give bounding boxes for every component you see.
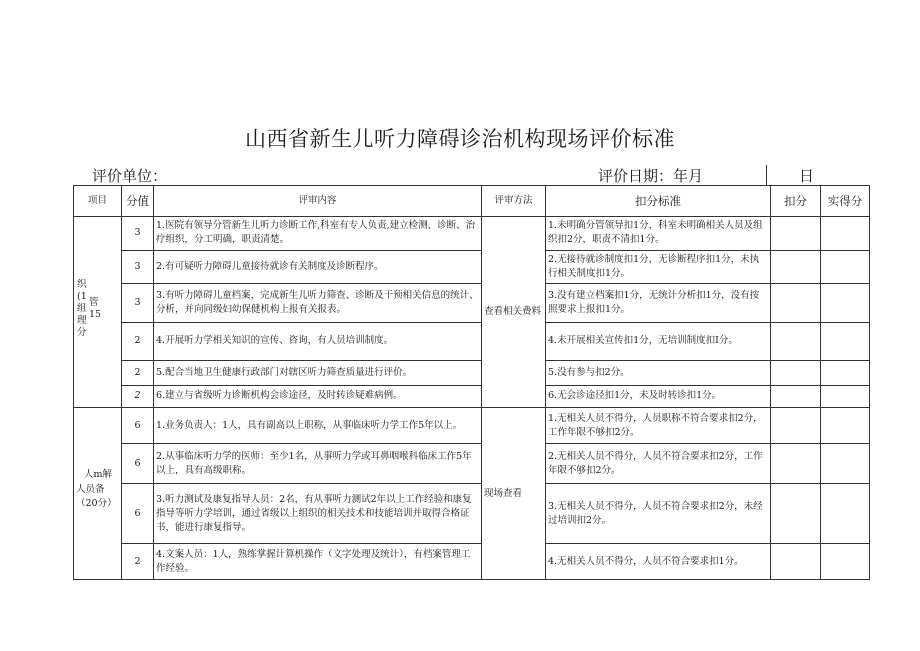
method-cell: 现场查看 bbox=[482, 408, 546, 580]
deduct-cell: 4.未开展相关宣传扣1分，无培训制度扣I分。 bbox=[546, 322, 771, 361]
deduct-cell: 2.无相关人员不得分，人员不符合要求扣2分，工作年限不够扣2分。 bbox=[546, 444, 771, 484]
table-row bbox=[74, 322, 870, 361]
content-cell: 2.有可疑听力障碍儿童接待就诊有关制度及诊断程序。 bbox=[154, 250, 482, 284]
content-cell: 1.医院有领导分管新生儿听力诊断工作,科室有专人负责,建立检测、诊断、治疗组织，分工明确，职责清楚。 bbox=[154, 217, 482, 251]
deducted-input-cell[interactable] bbox=[771, 408, 821, 444]
deducted-input-cell[interactable] bbox=[771, 484, 821, 544]
header-actual-score: 实得分 bbox=[821, 186, 870, 217]
category-cell bbox=[74, 408, 122, 580]
category-text: 管15 bbox=[89, 297, 102, 320]
header-content: 评审内容 bbox=[154, 186, 482, 217]
actual-score-input-cell[interactable] bbox=[821, 484, 870, 544]
deducted-input-cell[interactable] bbox=[771, 284, 821, 323]
deduct-cell: 1.未明确分管领导扣1分，科室未明确相关人员及组织扣2分，职责不清扣1分。 bbox=[546, 217, 771, 251]
category-cell bbox=[74, 217, 122, 408]
header-deduct-standard: 扣分标准 bbox=[546, 186, 771, 217]
category-text: 织(1组理分 bbox=[77, 279, 87, 338]
actual-score-input-cell[interactable] bbox=[821, 361, 870, 385]
deduct-cell: 2.无接待就诊制度扣1分，无诊断程序扣1分，未执行相关制度扣1分。 bbox=[546, 250, 771, 284]
table-row bbox=[74, 484, 870, 544]
deduct-cell: 3.没有建立档案扣1分，无统计分析扣1分，没有按照要求上报扣1分。 bbox=[546, 284, 771, 323]
content-cell: 2.从事临床听力学的医师：至少1名，从事听力学或耳鼻咽喉科临床工作5年以上，具有高级职称。 bbox=[154, 444, 482, 484]
deduct-cell: 1.无相关人员不得分，人员职称不符合要求扣2分，工作年限不够扣2分。 bbox=[546, 408, 771, 444]
table-row bbox=[74, 544, 870, 580]
header-deducted: 扣分 bbox=[771, 186, 821, 217]
content-cell: 3.有听力障碍儿童档案，完成新生儿听力筛查、诊断及干预相关信息的统计、分析，并向同级妇幼保健机构上报有关报表。 bbox=[154, 284, 482, 323]
deduct-cell: 5.没有参与扣2分。 bbox=[546, 361, 771, 385]
actual-score-input-cell[interactable] bbox=[821, 544, 870, 580]
deduct-cell: 3.无相关人员不得分，人员不符合要求扣2分，未经过培训扣2分。 bbox=[546, 484, 771, 544]
deducted-input-cell[interactable] bbox=[771, 444, 821, 484]
table-row bbox=[74, 217, 870, 251]
deducted-input-cell[interactable] bbox=[771, 385, 821, 407]
actual-score-input-cell[interactable] bbox=[821, 322, 870, 361]
score-cell: 3 bbox=[122, 284, 154, 323]
actual-score-input-cell[interactable] bbox=[821, 284, 870, 323]
deducted-input-cell[interactable] bbox=[771, 322, 821, 361]
header-divider bbox=[766, 165, 767, 185]
score-cell: 6 bbox=[122, 484, 154, 544]
header-score: 分值 bbox=[122, 186, 154, 217]
deducted-input-cell[interactable] bbox=[771, 217, 821, 251]
method-cell: 查看相关费料 bbox=[482, 217, 546, 408]
content-cell: 1.业务负责人：1人，具有副高以上职称，从事临床听力学工作5年以上。 bbox=[154, 408, 482, 444]
document-title: 山西省新生儿听力障碍诊治机构现场评价标准 bbox=[245, 127, 675, 151]
score-cell: 6 bbox=[122, 408, 154, 444]
table-row bbox=[74, 408, 870, 444]
score-cell: 2 bbox=[122, 385, 154, 407]
deducted-input-cell[interactable] bbox=[771, 361, 821, 385]
content-cell: 4.文案人员：1人，熟练掌握计算机操作（文字处理及统计），有档案管理工作经验。 bbox=[154, 544, 482, 580]
table-row bbox=[74, 361, 870, 385]
deduct-cell: 4.无相关人员不得分，人员不符合要求扣1分。 bbox=[546, 544, 771, 580]
actual-score-input-cell[interactable] bbox=[821, 250, 870, 284]
actual-score-input-cell[interactable] bbox=[821, 408, 870, 444]
header-item: 项目 bbox=[74, 186, 122, 217]
table-header-row bbox=[74, 186, 870, 217]
evaluation-table bbox=[73, 185, 870, 580]
table-row bbox=[74, 385, 870, 407]
category-text: 人员备（20分） bbox=[76, 483, 117, 509]
actual-score-input-cell[interactable] bbox=[821, 385, 870, 407]
category-text: 人m解 bbox=[84, 468, 113, 480]
deducted-input-cell[interactable] bbox=[771, 544, 821, 580]
evaluation-date-label: 评价日期：年月 bbox=[598, 167, 704, 185]
actual-score-input-cell[interactable] bbox=[821, 217, 870, 251]
score-cell: 3 bbox=[122, 250, 154, 284]
score-cell: 2 bbox=[122, 361, 154, 385]
actual-score-input-cell[interactable] bbox=[821, 444, 870, 484]
evaluation-day-label: 日 bbox=[799, 167, 815, 185]
table-row bbox=[74, 284, 870, 323]
table-row bbox=[74, 444, 870, 484]
content-cell: 5.配合当地卫生健康行政部门对辖区听力筛查质量进行评价。 bbox=[154, 361, 482, 385]
score-cell: 2 bbox=[122, 544, 154, 580]
content-cell: 4.开展听力学相关知识的宣传、咨询，有人员培训制度。 bbox=[154, 322, 482, 361]
score-cell: 2 bbox=[122, 322, 154, 361]
score-cell: 3 bbox=[122, 217, 154, 251]
content-cell: 6.建立与省级听力诊断机构会诊途径，及时转诊疑难病例。 bbox=[154, 385, 482, 407]
evaluation-unit-label: 评价单位： bbox=[92, 167, 168, 185]
deduct-cell: 6.无会诊途径扣1分，未及时转诊扣1分。 bbox=[546, 385, 771, 407]
deducted-input-cell[interactable] bbox=[771, 250, 821, 284]
table-row bbox=[74, 250, 870, 284]
content-cell: 3.听力测试及康复指导人员：2名，有从事听力测试2年以上工作经验和康复指导等听力学培训，通过省级以上组织的相关技术和技能培训并取得合格证书，能进行康复指导。 bbox=[154, 484, 482, 544]
header-method: 评审方法 bbox=[482, 186, 546, 217]
score-cell: 6 bbox=[122, 444, 154, 484]
